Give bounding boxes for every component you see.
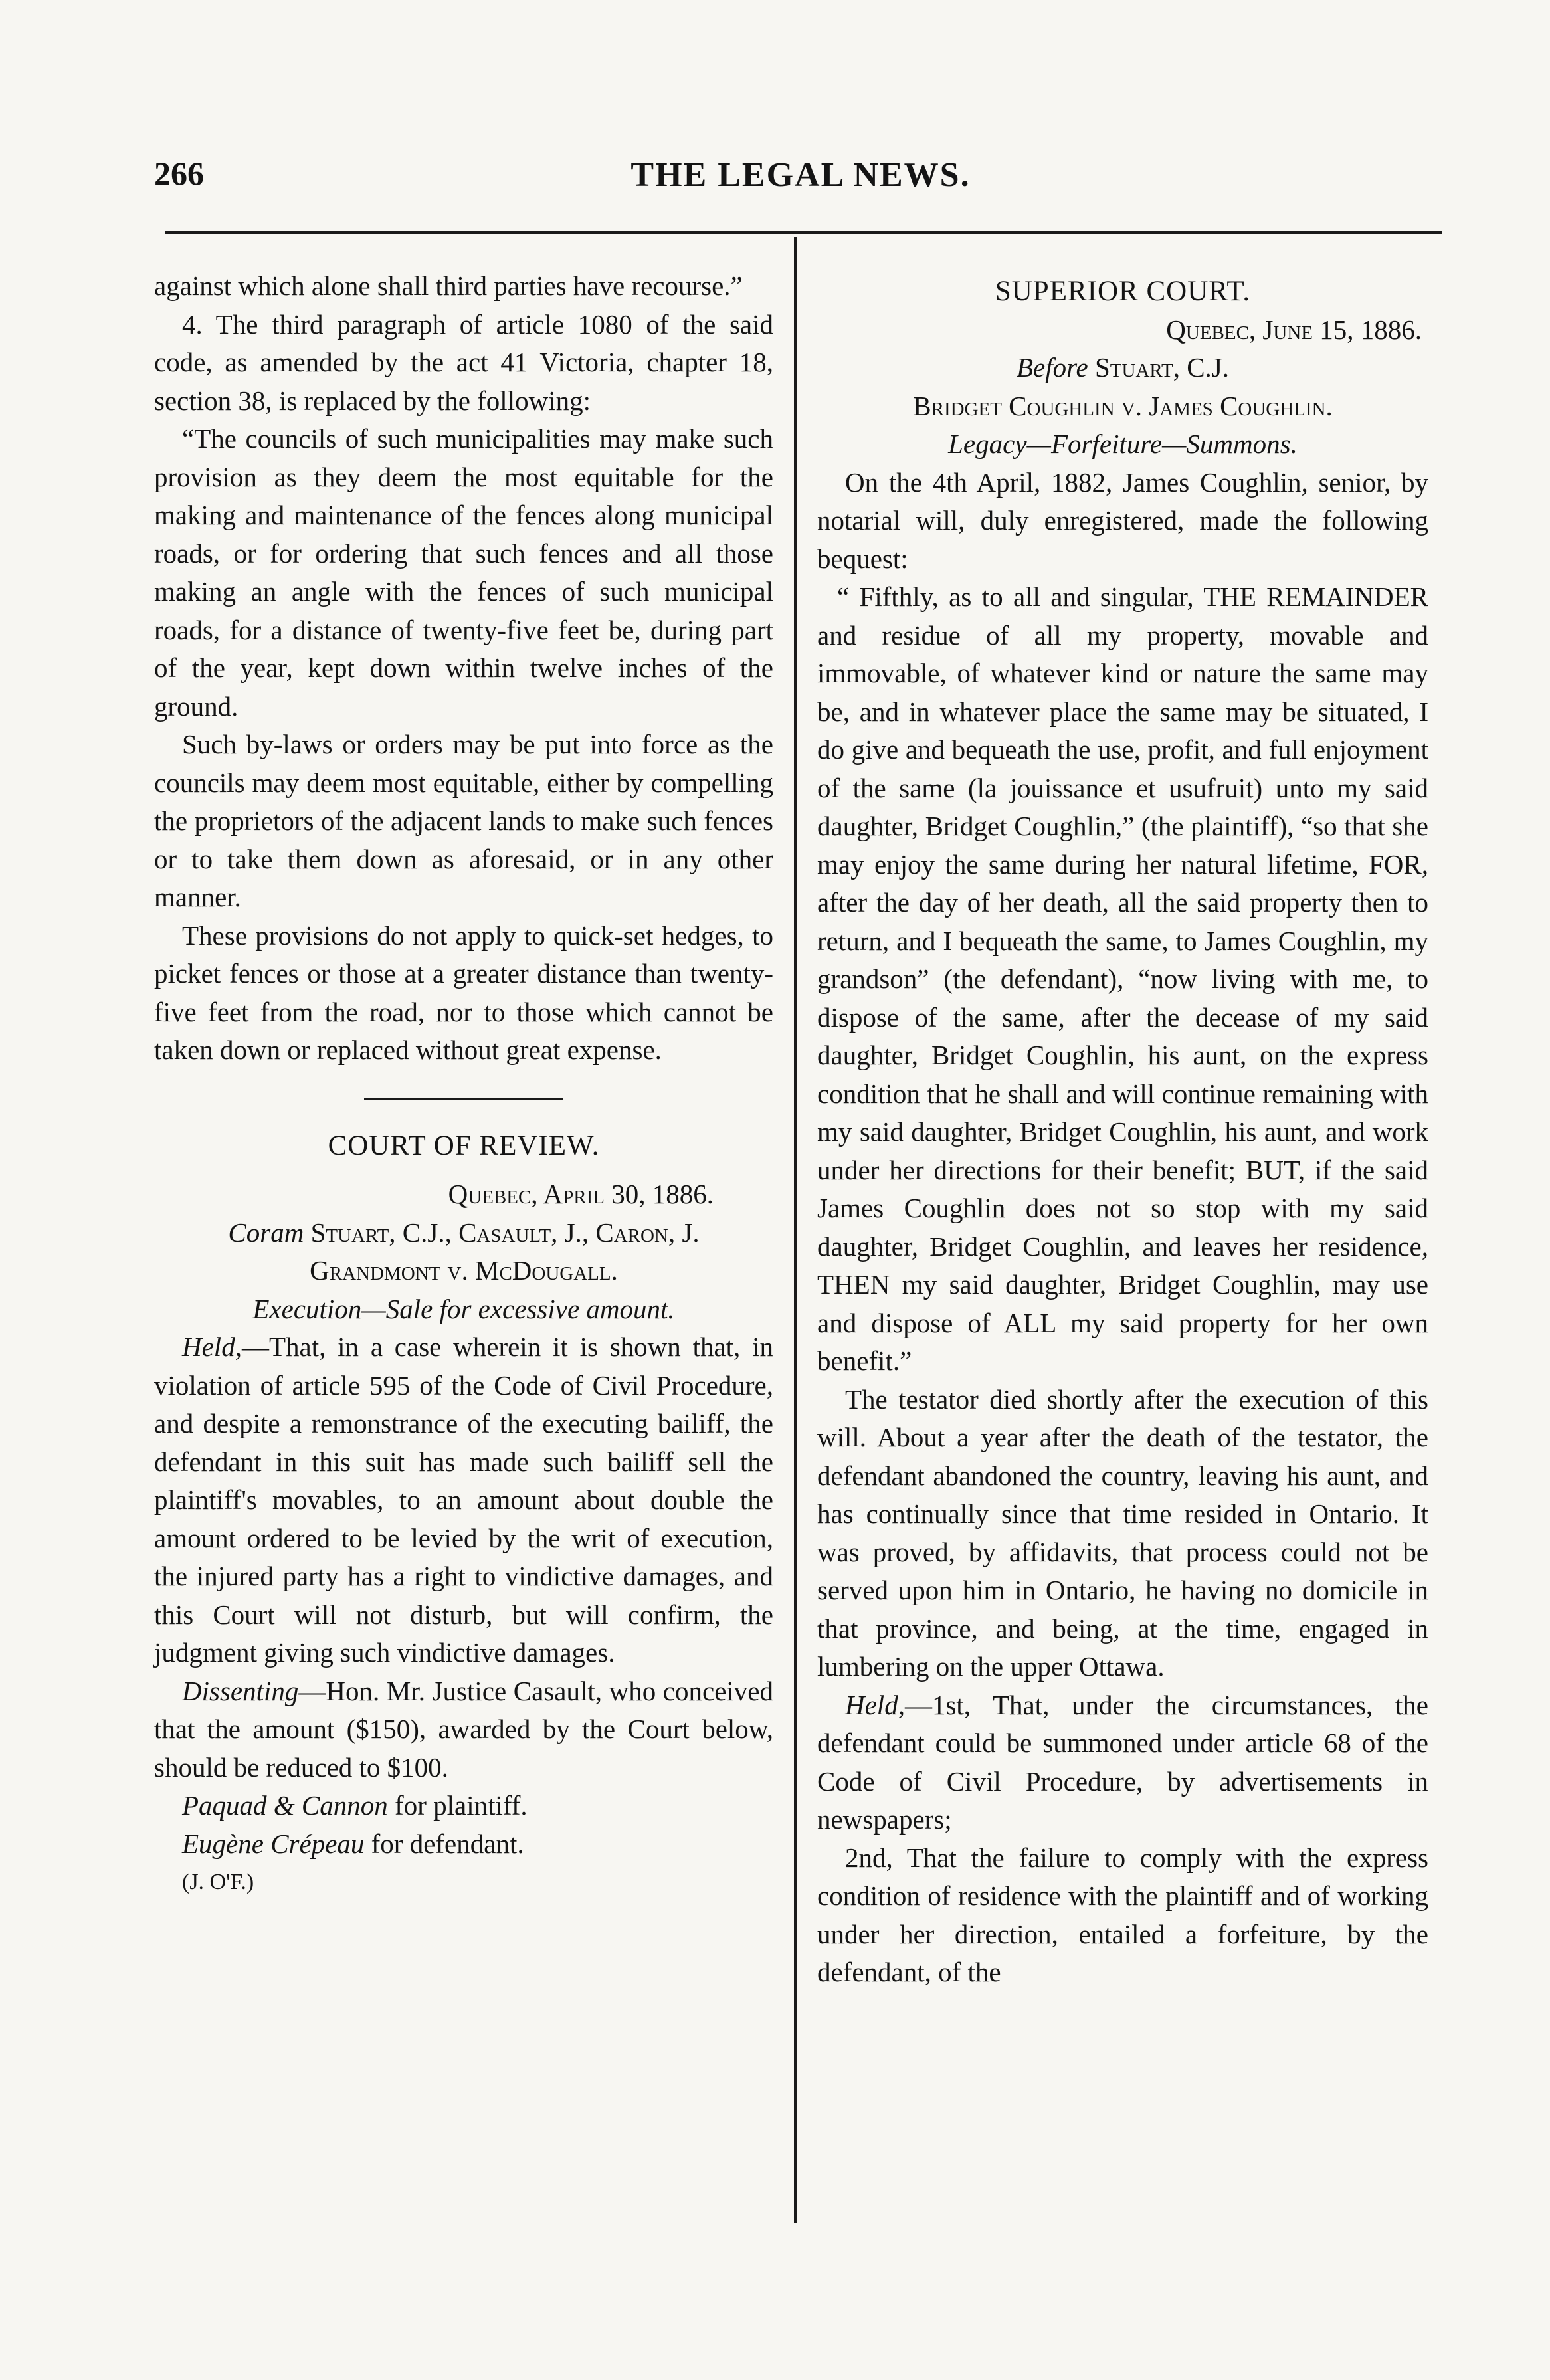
court-heading: COURT OF REVIEW. (328, 1130, 600, 1161)
paragraph: The testator died shortly after the execution of this will. About a year after the death of the testator, the defendant abandoned the country, leaving his aunt, and has continually since that time resided in Ontario. It was proved, by affidavits, that process could not be served upon him in Ontario, he having no domicile in that province, and being, at the time, engaged in lumbering on the upper Ottawa. (817, 1383, 1428, 1682)
case-subject: Legacy—Forfeiture—Summons. (948, 429, 1298, 459)
coram-lead: Coram (228, 1217, 304, 1248)
paragraph: 2nd, That the failure to comply with the express condition of residence with the plaintiff and of working under her direction, entailed a forfeiture, by the defendant, of the (817, 1842, 1428, 1987)
held-text: —1st, That, under the circumstances, the defendant could be summoned under article 68 of the Code of Civil Procedure, by advertisements in newspapers; (817, 1689, 1428, 1835)
dissenting-lead: Dissenting (182, 1675, 299, 1706)
paragraph: 4. The third paragraph of article 1080 of the said code, as amended by the act 41 Victoria, chapter 18, section 38, is replaced by the following: (154, 308, 773, 416)
before-lead: Before (1016, 352, 1088, 383)
bequest-quote: “ Fifthly, as to all and singular, THE REMAINDER and residue of all my property, movable and immovable, of whatever kind or nature the same may be, and in whatever place the same may be situated, I do give and bequeath the use, profit, and full enjoyment of the same (la jouissance et usufruit) unto my said daughter, Bridget Coughlin,” (the plaintiff), “so that she may enjoy the same during her natural lifetime, FOR, after the day of her death, all the said property then to return, and I bequeath the same, to James Coughlin, my grandson” (the defendant), “now living with me, to dispose of the same, after the decease of my said daughter, Bridget Coughlin, his aunt, on the express condition that he shall and will continue remaining with my said daughter, Bridget Coughlin, his aunt, and work under her directions for their benefit; BUT, if the said James Coughlin does not so stop with my said daughter, Bridget Coughlin, and leaves her residence, THEN my said daughter, Bridget Coughlin, may use and dispose of ALL my said property for her own benefit.” (817, 581, 1428, 1376)
reporter-initials: (J. O'F.) (182, 1870, 254, 1894)
case-title: Grandmont v. McDougall. (310, 1255, 618, 1286)
paragraph: against which alone shall third parties have recourse.” (154, 270, 743, 301)
section-rule (364, 1098, 563, 1100)
coram-line (154, 1214, 773, 1252)
court-heading: SUPERIOR COURT. (995, 276, 1251, 307)
counsel-defendant-role: for defendant. (364, 1828, 524, 1859)
before-judge: Stuart, C.J. (1094, 352, 1230, 383)
running-head: THE LEGAL NEWS. (630, 156, 971, 194)
case-subject: Execution—Sale for excessive amount. (252, 1293, 675, 1324)
dissenting-text: —Hon. Mr. Justice Casault, who conceived that the amount ($150), awarded by the Court below, should be reduced to $100. (154, 1675, 773, 1783)
paragraph: Such by-laws or orders may be put into force as the councils may deem most equitable, either by compelling the proprietors of the adjacent lands to make such fences or to take them down as aforesaid, or in any other manner. (154, 729, 773, 912)
held-lead: Held, (845, 1689, 905, 1720)
counsel-defendant-names: Eugène Crépeau (182, 1828, 365, 1859)
held-paragraph (154, 1328, 773, 1672)
paragraph: On the 4th April, 1882, James Coughlin, senior, by notarial will, duly enregistered, made the following bequest: (817, 466, 1428, 574)
counsel-defendant (154, 1825, 773, 1864)
counsel-plaintiff (154, 1787, 773, 1825)
right-column (817, 272, 1428, 1992)
held-text: —That, in a case wherein it is shown that, in violation of article 595 of the Code of Civil Procedure, and despite a remonstrance of the executing bailiff, the defendant in this suit has made such bailiff sell the plaintiff's movables, to an amount about double the amount ordered to be levied by the writ of execution, the injured party has a right to vindictive damages, and this Court will not disturb, but will confirm, the judgment giving such vindictive damages. (154, 1332, 773, 1668)
page-number: 266 (154, 155, 204, 192)
paragraph: These provisions do not apply to quick-set hedges, to picket fences or those at a greater distance than twenty-five feet from the road, nor to those which cannot be taken down or replaced without great expense. (154, 920, 773, 1065)
held-lead: Held, (182, 1332, 242, 1362)
dateline: Quebec, June 15, 1886. (1166, 314, 1422, 345)
case-title: Bridget Coughlin v. James Coughlin. (913, 390, 1333, 421)
dissenting-paragraph (154, 1672, 773, 1787)
column-divider (794, 237, 797, 2223)
dateline: Quebec, April 30, 1886. (448, 1179, 714, 1209)
counsel-plaintiff-role: for plaintiff. (387, 1790, 528, 1821)
coram-judges: Stuart, C.J., Casault, J., Caron, J. (310, 1217, 700, 1248)
header-rule (165, 231, 1442, 234)
before-line (817, 349, 1428, 387)
held-paragraph (817, 1686, 1428, 1839)
left-column (154, 267, 773, 1902)
paragraph: “The councils of such municipalities may make such provision as they deem the most equitable for the making and maintenance of the fences along municipal roads, or for ordering that such fences and all those making an angle with the fences of such municipal roads, for a distance of twenty-five feet be, during part of the year, kept down within twelve inches of the ground. (154, 423, 773, 722)
counsel-plaintiff-names: Paquad & Cannon (182, 1790, 388, 1821)
